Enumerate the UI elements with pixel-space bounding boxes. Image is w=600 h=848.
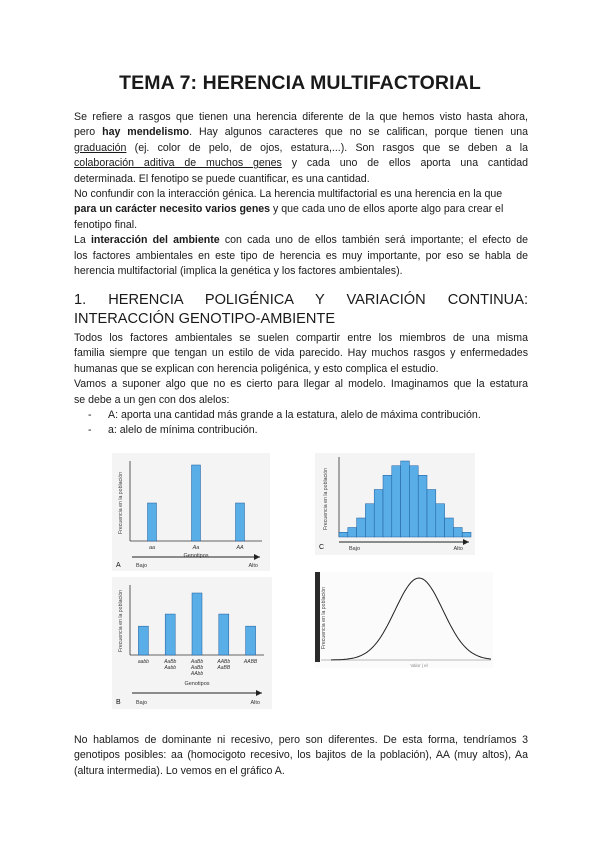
figure-d <box>315 572 493 668</box>
y-axis-label: Frecuencia en la población <box>118 471 124 535</box>
text-line: No hablamos de dominante ni recesivo, pero son diferentes. De esta forma, tendríamos 3 <box>74 734 528 746</box>
histogram-bar <box>339 532 348 537</box>
histogram-bar <box>436 504 445 537</box>
bar <box>165 614 175 655</box>
bar <box>192 593 202 655</box>
histogram-bar <box>374 490 383 538</box>
text-run: y que cada uno de ellos aporte algo para crear el <box>270 203 504 216</box>
underlined-term: colaboración aditiva de muchos genes <box>74 157 282 170</box>
bar <box>236 503 245 541</box>
text-line: los factores ambientales en este tipo de herencia es muy importante, por eso se habla de <box>74 249 528 262</box>
category-label: AA <box>236 545 244 551</box>
axis-arrow-head <box>463 539 469 545</box>
category-label: AAbb <box>190 671 204 677</box>
text-line <box>74 141 528 156</box>
bar <box>246 626 256 655</box>
text-run: con cada uno de ellos también será importante; el efecto de <box>219 234 529 247</box>
scale-low-label: Bajo <box>136 700 148 706</box>
figure-c-chart <box>315 453 475 555</box>
heading-line: 1. HERENCIA POLIGÉNICA Y VARIACIÓN CONTINUA: <box>74 292 528 308</box>
text-line <box>74 156 528 171</box>
scale-high-label: Alto <box>250 700 260 706</box>
histogram-bar <box>453 528 462 538</box>
text-run: y cada uno de ellos aporta una cantidad <box>281 157 528 170</box>
text-line: Vamos a suponer algo que no es cierto para llegar al modelo. Imaginamos que la estatura <box>74 378 528 391</box>
bar <box>148 503 157 541</box>
closing-paragraph <box>74 733 528 779</box>
bar <box>138 626 148 655</box>
text-line: (altura intermedia). Lo vemos en el gráfico A. <box>74 764 285 777</box>
text-line: determinada. El fenotipo se puede cuantificar, es una cantidad. <box>74 172 370 185</box>
histogram-bar <box>462 532 471 537</box>
section1-paragraph <box>74 331 528 408</box>
figure-letter: A <box>116 562 121 569</box>
text-line: familia siempre que tengan un estilo de vida parecido. Hay muchos rasgos y enfermedades <box>74 347 528 360</box>
text-line: se debe a un gen con dos alelos: <box>74 393 230 406</box>
list-item <box>88 423 481 438</box>
histogram-bar <box>445 518 454 537</box>
text-run: . Hay algunos caracteres que no se califican, porque tienen una <box>189 126 528 139</box>
left-dark-edge <box>315 572 320 662</box>
x-axis-label: Genotipos <box>183 553 209 559</box>
category-label: Aa <box>192 545 200 551</box>
figure-letter: B <box>116 699 121 706</box>
category-label: AABB <box>243 659 258 665</box>
bold-term: para un carácter necesito varios genes <box>74 203 271 216</box>
axis-arrow-head <box>254 554 260 560</box>
histogram-bar <box>401 461 410 537</box>
figure-a-chart <box>112 453 270 571</box>
figure-a <box>112 453 270 571</box>
category-label: AABb <box>217 659 231 665</box>
scale-high-label: Alto <box>453 546 463 552</box>
histogram-bar <box>357 518 366 537</box>
category-label: AaBb <box>190 665 204 671</box>
intro-paragraph-1 <box>74 110 528 279</box>
list-item <box>88 408 481 423</box>
figure-d-chart <box>315 572 493 668</box>
histogram-bar <box>365 504 374 537</box>
x-axis-label: Valor | el <box>410 663 428 668</box>
category-label: AaBB <box>217 665 231 671</box>
y-axis-label: Frecuencia en la población <box>118 589 124 653</box>
figure-letter: C <box>319 544 325 551</box>
heading-line: INTERACCIÓN GENOTIPO-AMBIENTE <box>74 311 336 327</box>
text-line: fenotipo final. <box>74 218 138 231</box>
category-label: Aabb <box>164 665 177 671</box>
allele-list <box>88 408 481 439</box>
category-label: aa <box>148 545 156 551</box>
normal-curve <box>331 578 491 660</box>
axis-arrow-head <box>256 690 262 696</box>
histogram-bar <box>348 528 357 538</box>
category-label: AaBb <box>190 659 204 665</box>
bullet-marker: - <box>88 424 92 437</box>
text-run: (ej. color de pelo, de ojos, estatura,...). Son rasgos que se deben a la <box>126 141 528 154</box>
text-line <box>74 125 528 140</box>
bar <box>192 465 201 541</box>
text-line <box>74 233 528 248</box>
figure-b-chart <box>112 577 272 709</box>
category-label: AaBb <box>164 659 177 665</box>
x-axis-label: Genotipos <box>184 681 210 687</box>
figure-c <box>315 453 475 555</box>
text-line: No confundir con la interacción génica. La herencia multifactorial es una herencia en la que <box>74 188 503 201</box>
text-line: Se refiere a rasgos que tienen una herencia diferente de la que hemos visto hasta ahora, <box>74 111 528 123</box>
list-item-text: A: aporta una cantidad más grande a la estatura, alelo de máxima contribución. <box>108 409 481 421</box>
underlined-term: graduación <box>74 141 127 154</box>
y-axis-label: Frecuencia en la población <box>321 586 327 650</box>
scale-low-label: Bajo <box>136 563 148 569</box>
bold-term: interacción del ambiente <box>90 234 220 247</box>
histogram-bar <box>418 475 427 537</box>
histogram-bar <box>409 466 418 537</box>
text-line: herencia multifactorial (implica la genética y los factores ambientales). <box>74 265 403 278</box>
histogram-bar <box>427 490 436 538</box>
y-axis-label: Frecuencia en la población <box>323 467 329 531</box>
bold-term: hay mendelismo <box>102 126 190 139</box>
histogram-bar <box>392 466 401 537</box>
text-line: Todos los factores ambientales se suelen compartir entre los miembros de una misma <box>74 332 528 344</box>
bullet-marker: - <box>88 409 92 421</box>
page-title: TEMA 7: HERENCIA MULTIFACTORIAL <box>119 72 481 94</box>
section-heading <box>74 291 528 329</box>
list-item-text: a: alelo de mínima contribución. <box>108 424 258 437</box>
figure-b <box>112 577 272 709</box>
text-run: La <box>74 234 91 247</box>
scale-low-label: Bajo <box>349 546 361 552</box>
bar <box>219 614 229 655</box>
category-label: aabb <box>137 659 149 665</box>
text-line: humanas que se explican con herencia poligénica, y esto complica el estudio. <box>74 362 439 375</box>
histogram-bar <box>383 475 392 537</box>
text-line <box>74 202 528 217</box>
scale-high-label: Alto <box>248 563 258 569</box>
text-line: genotipos posibles: aa (homocigoto recesivo, los bajitos de la población), AA (muy altos), Aa <box>74 749 528 762</box>
text-run: pero <box>74 126 103 139</box>
